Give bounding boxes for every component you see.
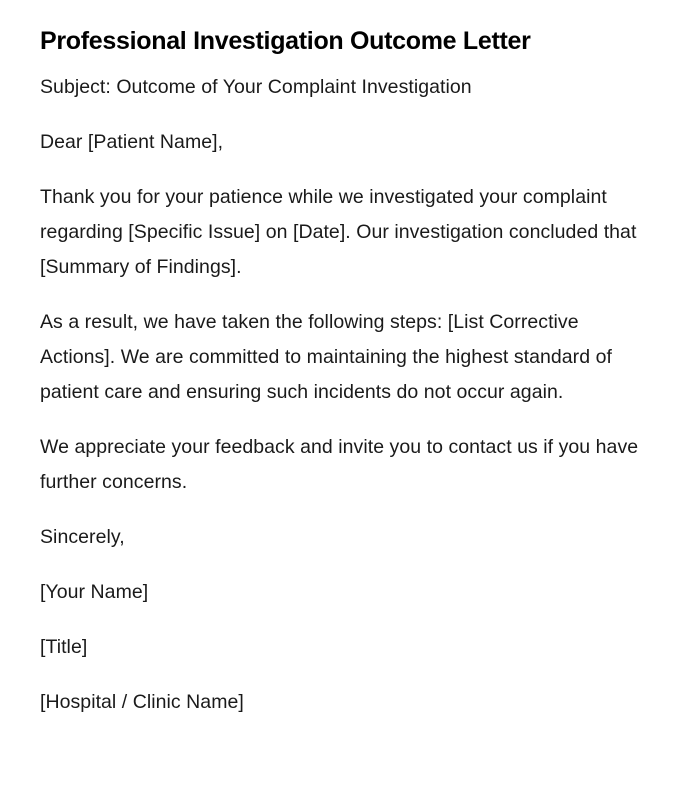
- letter-title: Professional Investigation Outcome Letter: [40, 27, 531, 55]
- letter-subject: Subject: Outcome of Your Complaint Investigation: [40, 76, 472, 98]
- letter-paragraph-findings: Thank you for your patience while we investigated your complaint regarding [Specific Issue] on [Date]. Our investigation concluded that [Summary of Findings].: [40, 186, 637, 278]
- signature-title: [Title]: [40, 636, 88, 658]
- letter-salutation: Dear [Patient Name],: [40, 131, 224, 153]
- signature-name: [Your Name]: [40, 581, 149, 603]
- letter-paragraph-feedback: We appreciate your feedback and invite you to contact us if you have further concerns.: [40, 436, 639, 493]
- signature-organization: [Hospital / Clinic Name]: [40, 691, 244, 713]
- letter-paragraph-actions: As a result, we have taken the following steps: [List Corrective Actions]. We are committed to maintaining the highest standard of patient care and ensuring such incidents do not occur again.: [40, 311, 612, 403]
- letter-body: [40, 24, 640, 740]
- letter-closing: Sincerely,: [40, 526, 125, 548]
